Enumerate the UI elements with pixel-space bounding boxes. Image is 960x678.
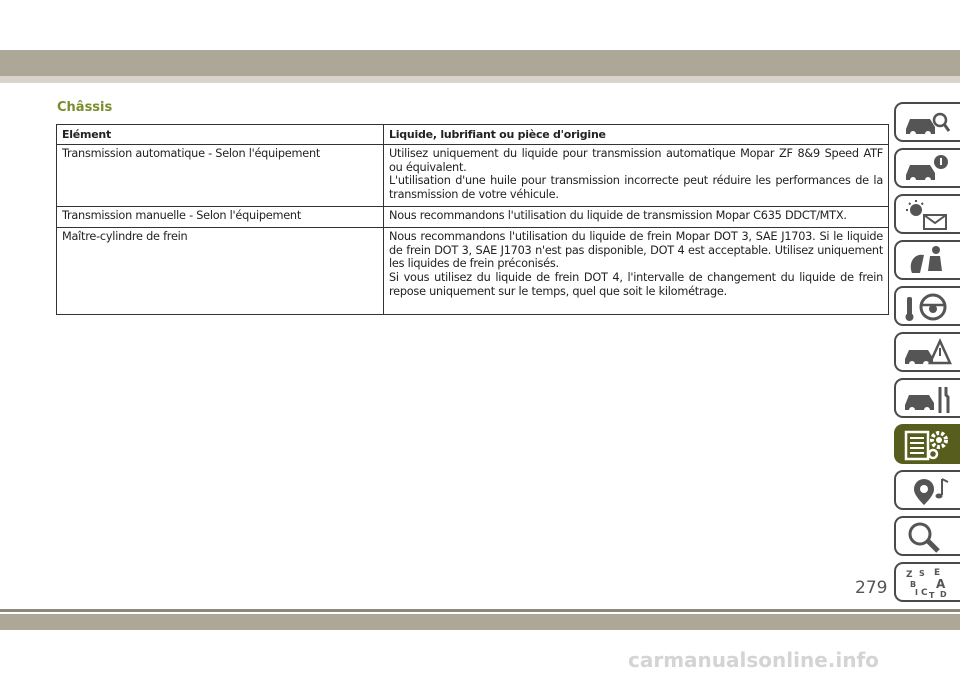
svg-text:Z: Z (906, 570, 913, 580)
table-row (57, 206, 889, 227)
multimedia-music-icon (902, 475, 952, 507)
column-header-element: Elément (57, 125, 384, 145)
page-number: 279 (855, 578, 888, 598)
header-band-shadow (0, 76, 960, 83)
cell-element: Transmission automatique - Selon l'équipement (57, 144, 384, 206)
table-row (57, 227, 889, 314)
svg-text:B: B (910, 580, 917, 589)
cell-fluid (384, 206, 889, 227)
passenger-airbag-icon (902, 245, 952, 277)
car-tools-icon (902, 383, 952, 415)
svg-text:C: C (921, 588, 928, 598)
cell-element: Maître-cylindre de frein (57, 227, 384, 314)
tab-car-search[interactable] (894, 102, 960, 142)
tab-car-info[interactable] (894, 148, 960, 188)
watermark: carmanualsonline.info (628, 648, 879, 672)
svg-text:A: A (936, 577, 946, 591)
cell-fluid (384, 144, 889, 206)
tab-warning-lights[interactable] (894, 194, 960, 234)
alphabet-index-icon (902, 567, 952, 599)
car-search-icon (902, 107, 952, 139)
svg-text:T: T (929, 591, 935, 599)
svg-text:D: D (940, 590, 947, 599)
cell-element: Transmission manuelle - Selon l'équipement (57, 206, 384, 227)
cell-line: Si vous utilisez du liquide de frein DOT 4, l'intervalle de changement du liquide de frein repose uniquement sur le temps, quel que soit le kilométrage. (389, 271, 883, 298)
section-title: Châssis (57, 100, 113, 115)
tab-starting-operating[interactable] (894, 286, 960, 326)
svg-text:I: I (915, 588, 918, 597)
car-info-icon (902, 153, 952, 185)
tab-emergencies[interactable] (894, 332, 960, 372)
column-header-fluid: Liquide, lubrifiant ou pièce d'origine (384, 125, 889, 145)
tab-index[interactable] (894, 516, 960, 556)
svg-text:S: S (919, 569, 925, 578)
tab-safety[interactable] (894, 240, 960, 280)
specifications-gear-icon (902, 429, 952, 461)
index-search-icon (902, 521, 952, 553)
car-hazard-icon (902, 337, 952, 369)
fluids-table (56, 124, 889, 315)
footer-band (0, 614, 960, 630)
header-band (0, 50, 960, 76)
cell-line: Utilisez uniquement du liquide pour transmission automatique Mopar ZF 8&9 Speed ATF ou équivalent. (389, 146, 883, 174)
cell-line: L'utilisation d'une huile pour transmission incorrecte peut réduire les performances de la transmission de votre véhicule. (389, 174, 883, 202)
cell-fluid (384, 227, 889, 314)
warning-lights-message-icon (902, 199, 952, 231)
key-steering-wheel-icon (902, 291, 952, 323)
tab-servicing-maintenance[interactable] (894, 378, 960, 418)
tab-alphabetical-index[interactable] (894, 562, 960, 602)
footer-line (0, 609, 960, 612)
tab-technical-specifications[interactable] (894, 424, 960, 464)
cell-line: Nous recommandons l'utilisation du liquide de transmission Mopar C635 DDCT/MTX. (389, 208, 847, 222)
svg-text:E: E (934, 568, 941, 578)
tab-multimedia[interactable] (894, 470, 960, 510)
table-header-row (57, 125, 889, 145)
cell-line: Nous recommandons l'utilisation du liquide de frein Mopar DOT 3, SAE J1703. Si le liquide de frein DOT 3, SAE J1703 n'est pas disponible, DOT 4 est acceptable. Utilisez uniquement les liquides de frein préconisés. (389, 229, 883, 271)
table-row (57, 144, 889, 206)
